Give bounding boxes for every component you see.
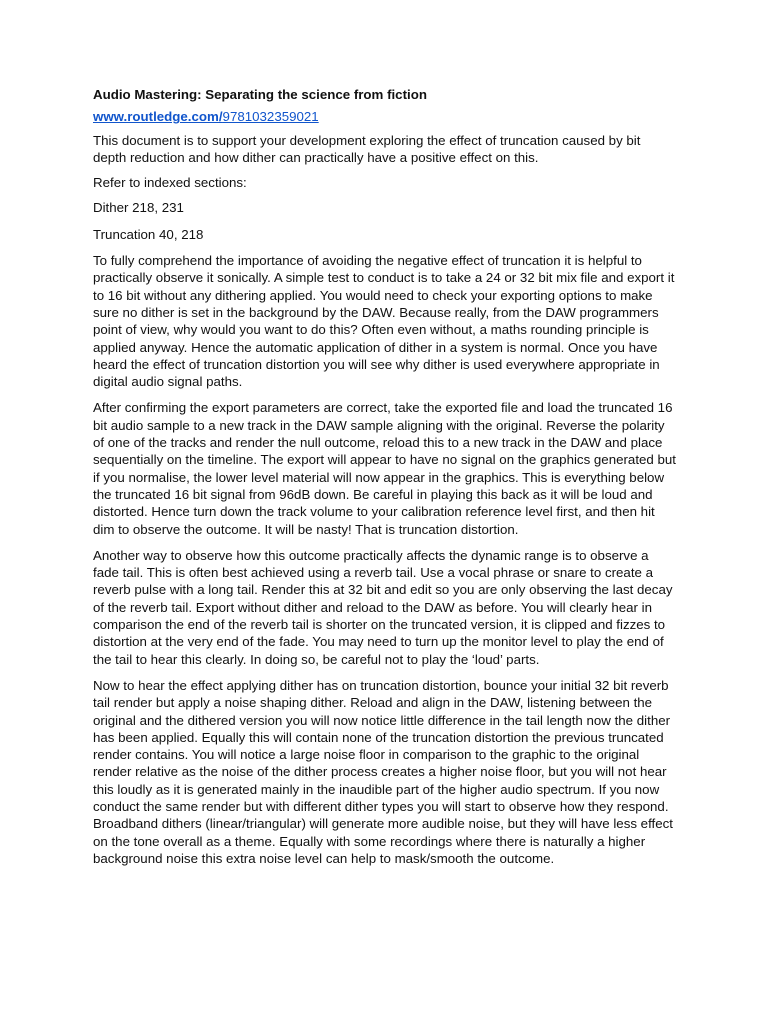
body-paragraph-1: To fully comprehend the importance of avoiding the negative effect of truncation it is helpful to practically observe it sonically. A simple test to conduct is to take a 24 or 32 bit mix file and export it to 16 bit without any dithering applied. You would need to check your exporting options to make sure no dither is set in the background by the DAW. Because really, from the DAW programmers point of view, why would you want to do this? Often even without, a maths rounding principle is applied anyway. Hence the automatic application of dither in a system is normal. Once you have heard the effect of truncation distortion you will see why dither is used everywhere appropriate in digital audio signal paths. xyxy=(93,253,675,390)
intro-paragraph: This document is to support your development exploring the effect of truncation caused by bit depth reduction and how dither can practically have a positive effect on this. xyxy=(93,132,641,165)
routledge-link[interactable] xyxy=(93,108,676,125)
link-domain[interactable]: www.routledge.com/ xyxy=(93,109,223,125)
document-page xyxy=(93,86,676,876)
body-paragraph-3: Another way to observe how this outcome practically affects the dynamic range is to observe a fade tail. This is often best achieved using a reverb tail. Use a vocal phrase or snare to create a reverb pulse with a long tail. Render this at 32 bit and edit so you are only observing the last decay of the reverb tail. Export without dither and reload to the DAW as before. You will clearly hear in comparison the end of the reverb tail is shorter on the truncated version, it is clipped and fizzes to distortion at the very end of the fade. You may need to turn up the monitor level to play the end of the tail to hear this clearly. In doing so, be careful not to play the ‘loud’ parts. xyxy=(93,547,673,667)
link-isbn[interactable]: 9781032359021 xyxy=(222,109,319,125)
body-paragraph-4: Now to hear the effect applying dither has on truncation distortion, bounce your initial 32 bit reverb tail render but apply a noise shaping dither. Reload and align in the DAW, listening between the original and the dithered version you will now notice little difference in the tail length now the dither has been applied. Equally this will contain none of the truncation distortion the previous truncated render contains. You will notice a large noise floor in comparison to the graphic to the original render relative as the noise of the dither process creates a higher noise floor, but you will not hear this loudly as it is generated mainly in the inaudible part of the higher audio spectrum. If you now conduct the same render but with different dither types you will start to observe how they respond. Broadband dithers (linear/triangular) will generate more audible noise, but they will have less effect on the tone overall as a theme. Equally with some recordings where there is naturally a higher background noise this extra noise level can help to mask/smooth the outcome. xyxy=(93,677,673,866)
refer-text: Refer to indexed sections: xyxy=(93,175,247,191)
body-paragraph-2: After confirming the export parameters are correct, take the exported file and load the truncated 16 bit audio sample to a new track in the DAW sample aligning with the original. Reverse the polarity of one of the tracks and render the null outcome, reload this to a new track in the DAW and place sequentially on the timeline. The export will appear to have no signal on the graphics generated but if you normalise, the lower level material will now appear in the graphics. This is everything below the truncated 16 bit signal from 96dB down. Be careful in playing this back as it will be loud and distorted. Hence turn down the track volume to your calibration reference level first, and then hit dim to observe the outcome. It will be nasty! That is truncation distortion. xyxy=(93,400,676,537)
index-dither: Dither 218, 231 xyxy=(93,200,184,216)
document-title: Audio Mastering: Separating the science from fiction xyxy=(93,87,427,102)
index-truncation: Truncation 40, 218 xyxy=(93,226,204,242)
